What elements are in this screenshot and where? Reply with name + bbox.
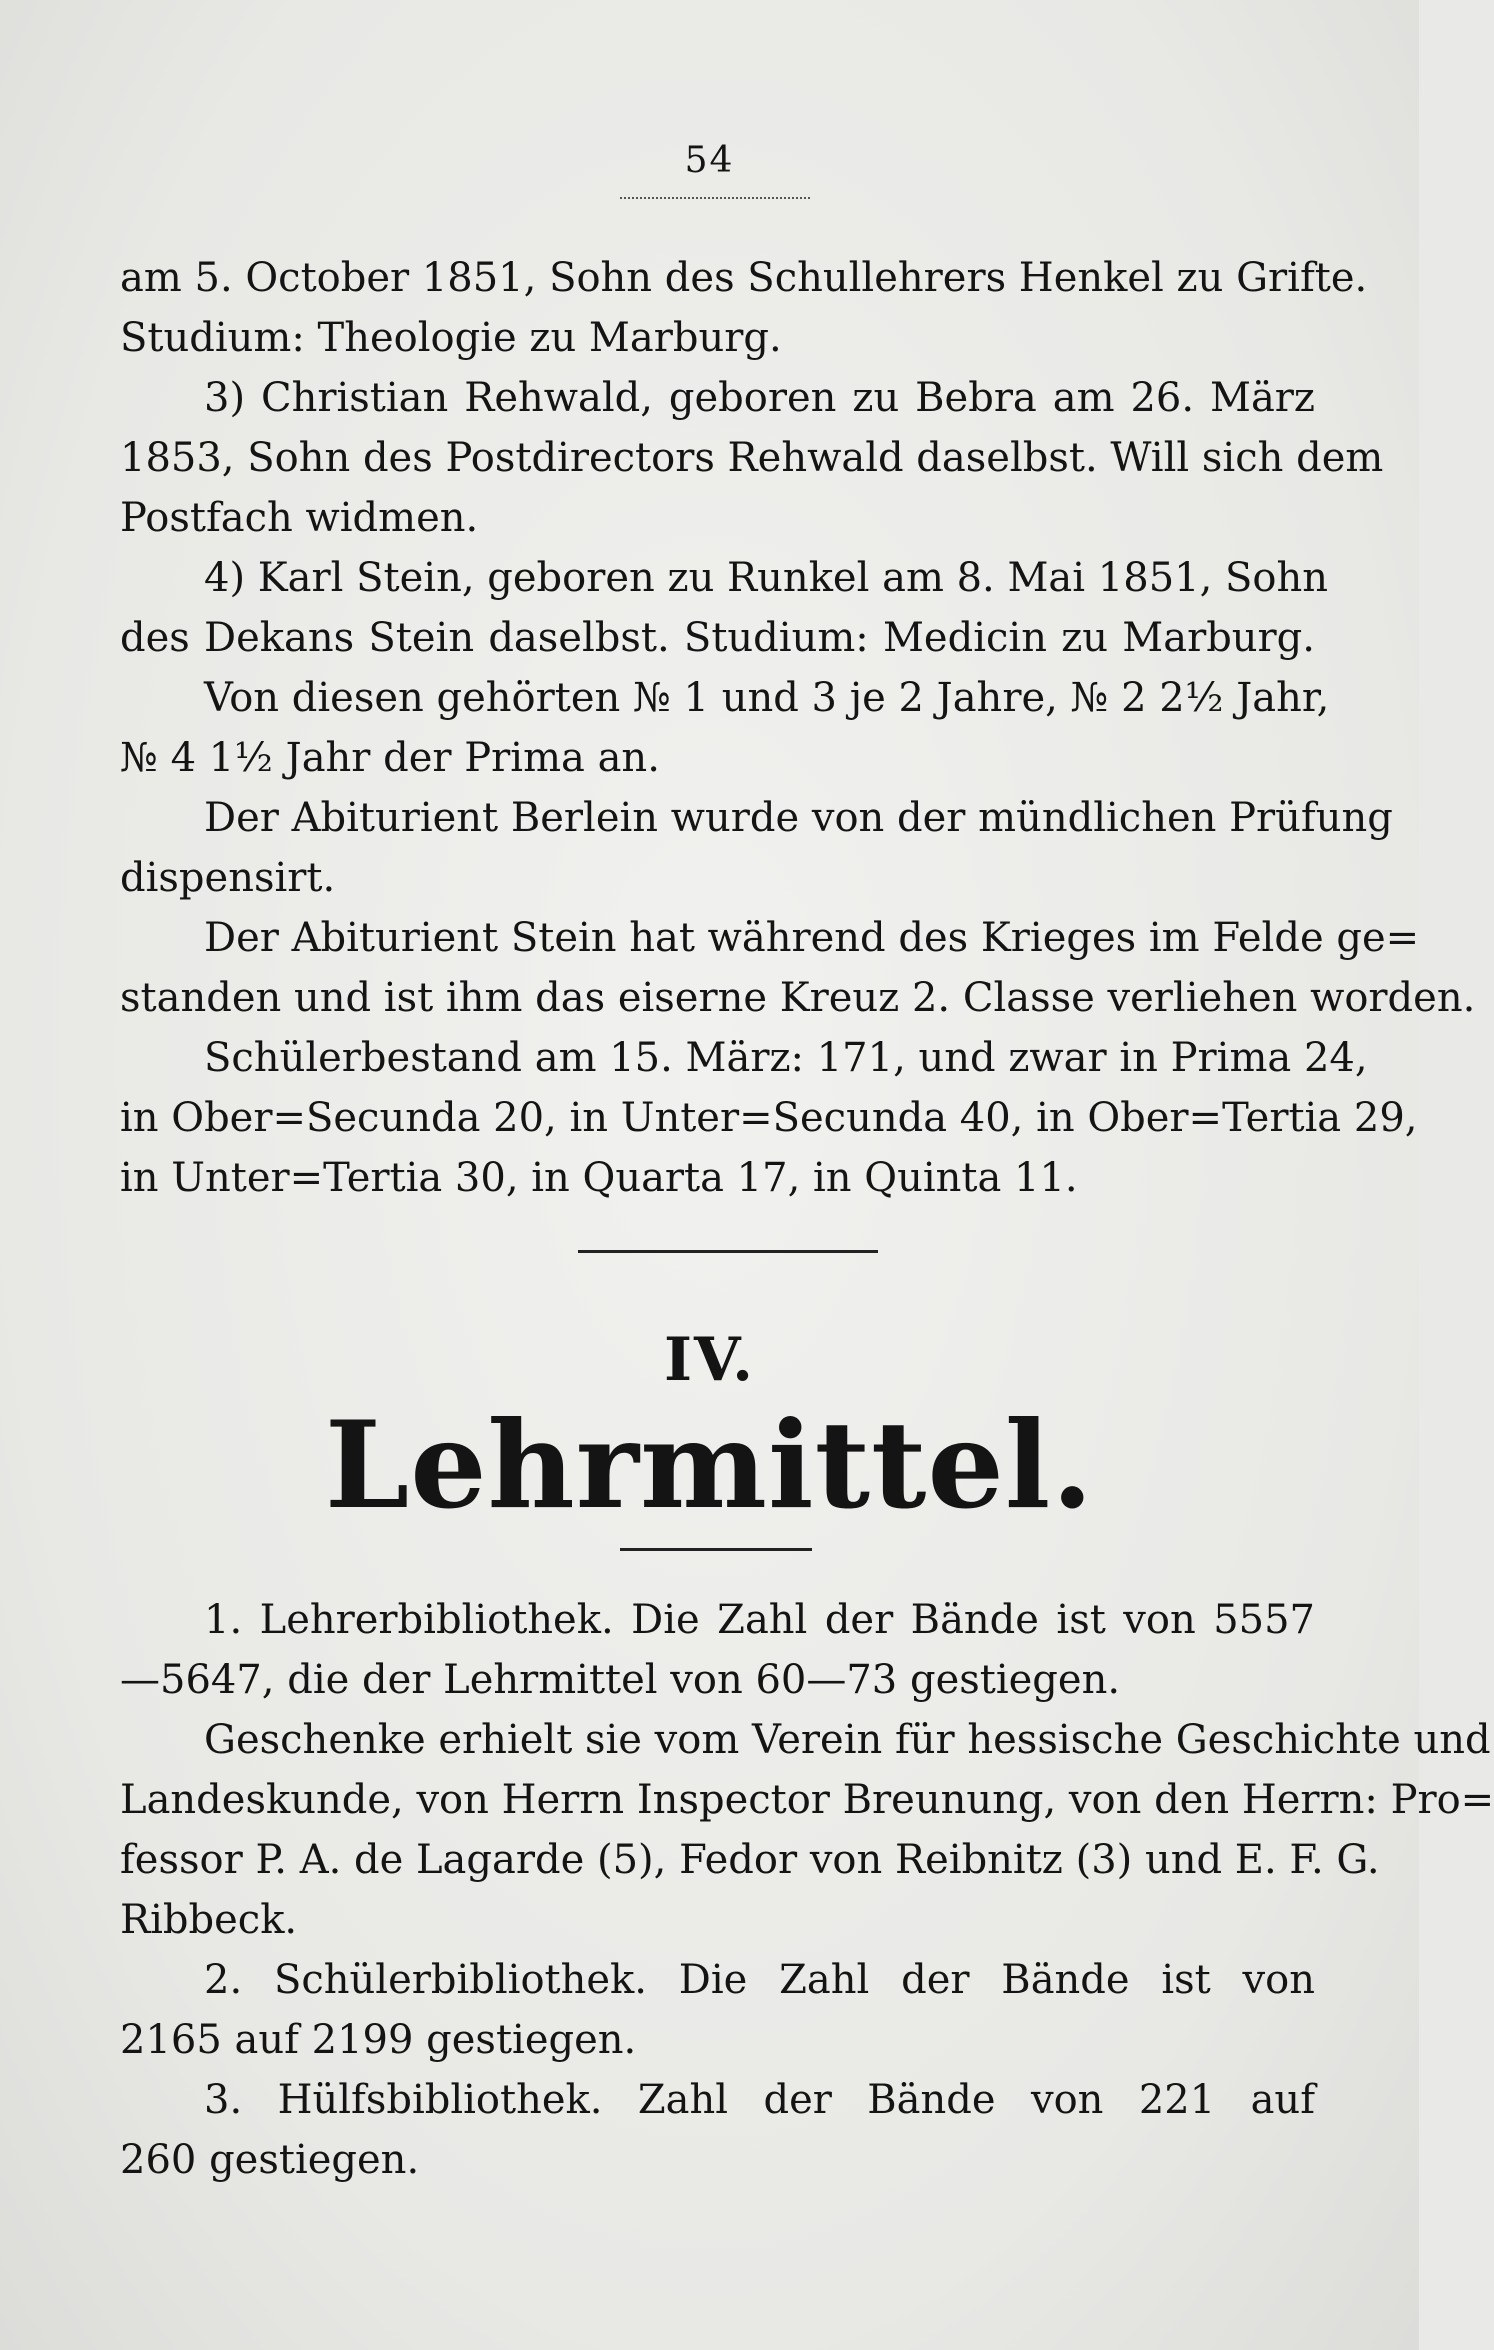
title-underline [620,1548,812,1551]
text-line: 3) Christian Rehwald, geboren zu Bebra am 26. März [204,375,1315,421]
page-number: 54 [684,140,735,181]
section-title: Lehrmittel. [324,1395,1095,1536]
text-line: fessor P. A. de Lagarde (5), Fedor von Reibnitz (3) und E. F. G. [120,1837,1380,1883]
section-2-text [120,1590,1494,2190]
text-line: in Unter=Tertia 30, in Quarta 17, in Quinta 11. [120,1155,1078,1201]
text-line: 2. Schülerbibliothek. Die Zahl der Bände ist von [204,1957,1315,2003]
text-line: Schülerbestand am 15. März: 171, und zwar in Prima 24, [204,1035,1368,1081]
page-number-rule [620,197,810,199]
text-line: 1. Lehrerbibliothek. Die Zahl der Bände ist von 5557 [204,1597,1315,1643]
text-line: —5647, die der Lehrmittel von 60—73 gestiegen. [120,1657,1121,1703]
text-line: am 5. October 1851, Sohn des Schullehrers Henkel zu Grifte. [120,255,1368,301]
text-line: standen und ist ihm das eiserne Kreuz 2. Classe verliehen worden. [120,975,1476,1021]
text-line: des Dekans Stein daselbst. Studium: Medicin zu Marburg. [120,615,1315,661]
text-line: 3. Hülfsbibliothek. Zahl der Bände von 221 auf [204,2077,1315,2123]
text-line: Von diesen gehörten № 1 und 3 je 2 Jahre, № 2 2½ Jahr, [204,675,1330,721]
section-divider [578,1250,878,1253]
text-line: in Ober=Secunda 20, in Unter=Secunda 40, in Ober=Tertia 29, [120,1095,1418,1141]
text-line: Postfach widmen. [120,495,479,541]
text-line: № 4 1½ Jahr der Prima an. [120,735,660,781]
text-line: Der Abiturient Stein hat während des Krieges im Felde ge= [204,915,1420,961]
section-number: IV. [663,1325,756,1395]
text-line: Geschenke erhielt sie vom Verein für hessische Geschichte und [204,1717,1491,1763]
text-line: 4) Karl Stein, geboren zu Runkel am 8. Mai 1851, Sohn [204,555,1329,601]
text-line: Ribbeck. [120,1897,298,1943]
text-line: 1853, Sohn des Postdirectors Rehwald daselbst. Will sich dem [120,435,1384,481]
text-line: 260 gestiegen. [120,2137,420,2183]
text-line: Der Abiturient Berlein wurde von der mündlichen Prüfung [204,795,1393,841]
text-line: 2165 auf 2199 gestiegen. [120,2017,637,2063]
text-line: Studium: Theologie zu Marburg. [120,315,782,361]
text-line: dispensirt. [120,855,336,901]
section-1-text [120,248,1476,1208]
text-line: Landeskunde, von Herrn Inspector Breunung, von den Herrn: Pro= [120,1777,1494,1823]
